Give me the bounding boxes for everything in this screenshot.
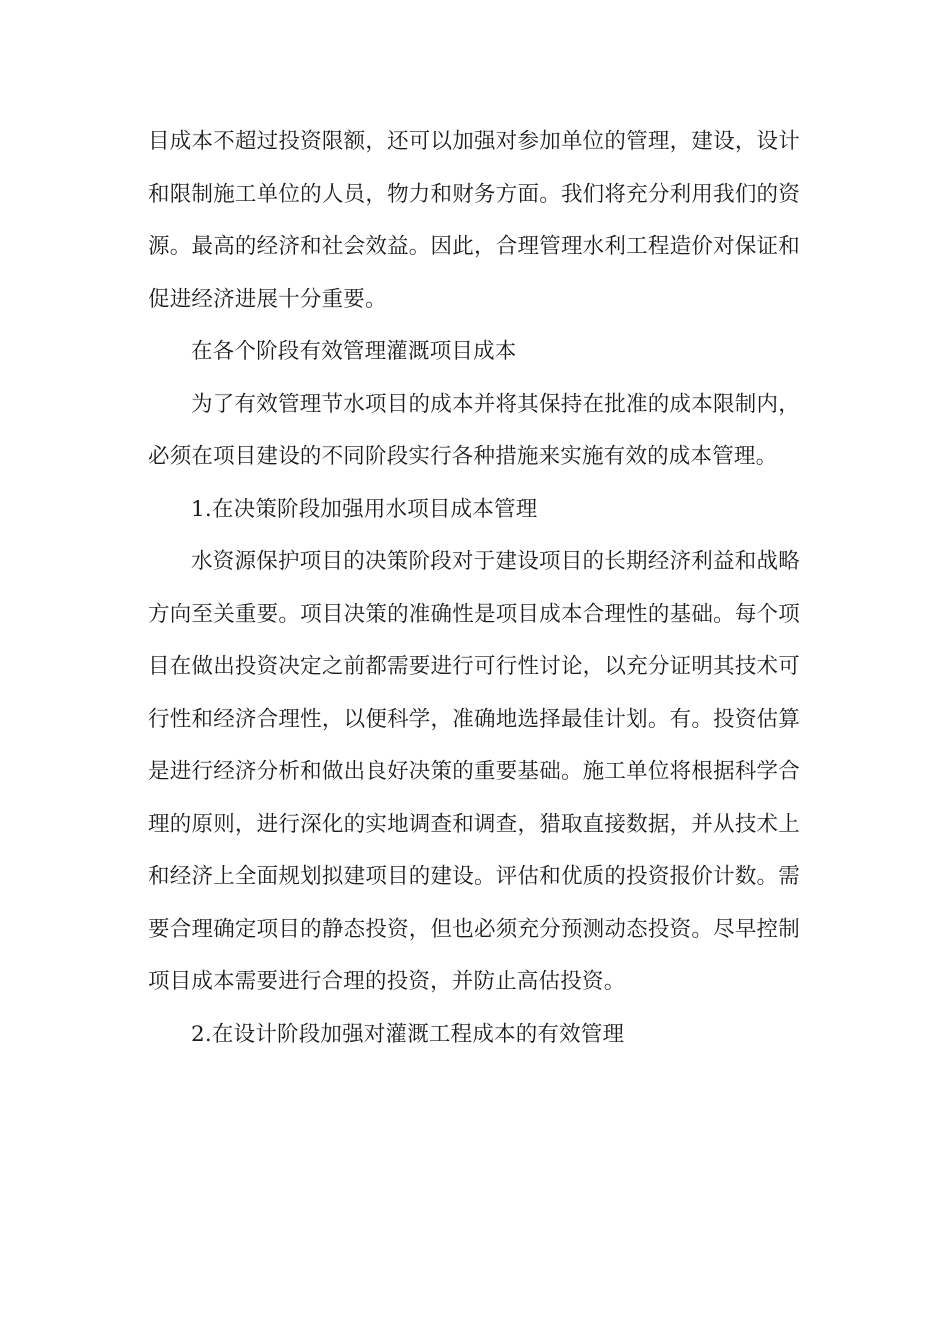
- document-body: [148, 116, 800, 1061]
- subheading-decision-stage: 1.在决策阶段加强用水项目成本管理: [191, 496, 538, 522]
- section-heading-stage-cost-management: 在各个阶段有效管理灌溉项目成本: [191, 339, 517, 364]
- body-paragraph-continued: 目成本不超过投资限额，还可以加强对参加单位的管理，建设，设计和限制施工单位的人员，物力和财务方面。我们将充分利用我们的资源。最高的经济和社会效益。因此，合理管理水利工程造价对保证和促进经济进展十分重要。: [148, 129, 800, 312]
- body-paragraph-intro: 为了有效管理节水项目的成本并将其保持在批准的成本限制内，必须在项目建设的不同阶段实行各种措施来实施有效的成本管理。: [148, 391, 800, 469]
- body-paragraph-decision-stage: 水资源保护项目的决策阶段对于建设项目的长期经济利益和战略方向至关重要。项目决策的准确性是项目成本合理性的基础。每个项目在做出投资决定之前都需要进行可行性讨论，以充分证明其技术可行性和经济合理性，以便科学，准确地选择最佳计划。有。投资估算是进行经济分析和做出良好决策的重要基础。施工单位将根据科学合理的原则，进行深化的实地调查和调查，猎取直接数据，并从技术上和经济上全面规划拟建项目的建设。评估和优质的投资报价计数。需要合理确定项目的静态投资，但也必须充分预测动态投资。尽早控制项目成本需要进行合理的投资，并防止高估投资。: [148, 549, 800, 994]
- subheading-design-stage: 2.在设计阶段加强对灌溉工程成本的有效管理: [191, 1021, 625, 1047]
